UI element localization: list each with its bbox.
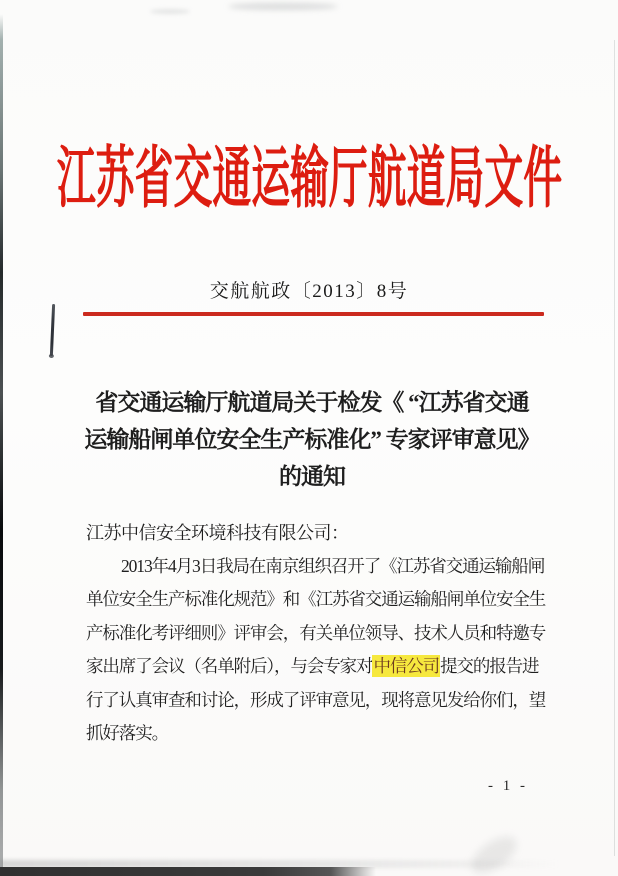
title-line-3: 的通知 [279, 464, 345, 489]
scan-smudge-top [228, 3, 338, 10]
scan-bottom-edge-band [0, 867, 376, 876]
red-letterhead-banner [0, 142, 618, 216]
body-line-4 [86, 650, 545, 683]
red-divider-line [83, 312, 544, 316]
issuing-agency-name: 江苏省交通运输厅航道局文件 [56, 142, 562, 216]
scan-smudge-top-2 [150, 9, 190, 14]
document-title [30, 384, 594, 495]
body-line-3: 产标准化考评细则》评审会，有关单位领导、技术人员和特邀专 [86, 622, 546, 643]
highlighted-company-name: 中信公司 [373, 656, 440, 677]
document-reference-number: 交航航政〔2013〕8号 [209, 281, 409, 302]
recipient-salutation: 江苏中信安全环境科技有限公司： [86, 523, 349, 543]
pen-ink-mark [50, 304, 55, 356]
body-line-1: 2013年4月3日我局在南京组织召开了《江苏省交通运输船闸 [121, 556, 545, 576]
scan-smudge-bottom-right [465, 829, 523, 876]
page-number: - 1 - [488, 778, 528, 794]
title-line-2: 运输船闸单位安全生产标准化” 专家评审意见》 [84, 427, 540, 452]
body-paragraph [86, 550, 545, 750]
title-line-1: 省交通运输厅航道局关于检发《 “江苏省交通 [95, 390, 529, 415]
body-line-2: 单位安全生产标准化规范》和《江苏省交通运输船闸单位安全生 [86, 589, 546, 610]
body-line-5: 行了认真审查和讨论，形成了评审意见，现将意见发给你们，望 [86, 689, 546, 710]
body-line-6: 抓好落实。 [86, 723, 168, 744]
body-line-4-post: 提交的报告进 [440, 656, 539, 677]
scan-left-edge-shadow [0, 14, 3, 876]
body-line-4-pre: 家出席了会议（名单附后），与会专家对 [86, 656, 373, 677]
